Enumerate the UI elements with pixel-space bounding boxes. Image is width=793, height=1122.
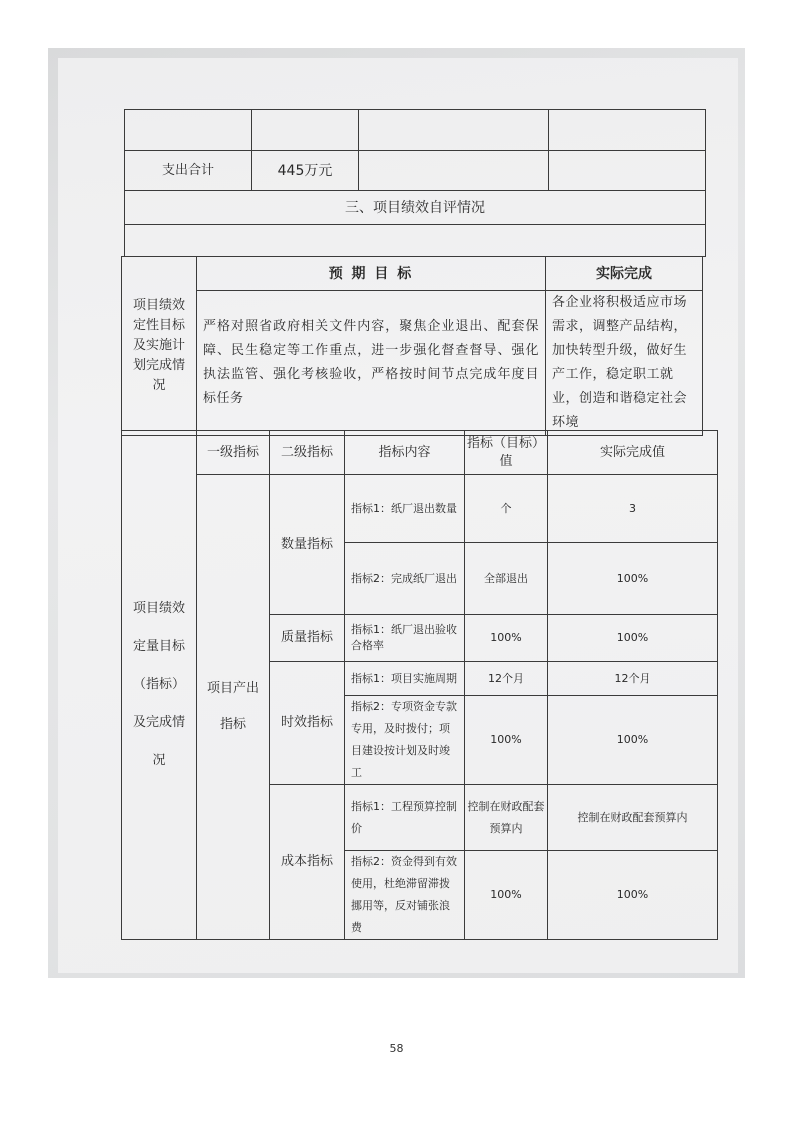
qualitative-header-row — [122, 257, 703, 291]
indicator-target: 100% — [465, 615, 548, 662]
quantitative-header-row — [122, 431, 718, 475]
indicator-target: 个 — [465, 475, 548, 543]
header-level2: 二级指标 — [270, 431, 345, 475]
empty-cell — [125, 110, 252, 151]
header-actual: 实际完成值 — [548, 431, 718, 475]
empty-cell — [549, 151, 706, 191]
actual-header: 实际完成 — [546, 257, 703, 291]
indicator-actual: 100% — [548, 696, 718, 785]
quantitative-row-label: 项目绩效定量目标（指标）及完成情况 — [122, 431, 197, 940]
qualitative-row-label: 项目绩效定性目标及实施计划完成情况 — [122, 257, 197, 436]
budget-empty-row — [125, 110, 706, 151]
empty-cell — [549, 110, 706, 151]
indicator-actual: 控制在财政配套预算内 — [548, 785, 718, 851]
table-row — [122, 475, 718, 543]
actual-text: 各企业将积极适应市场需求，调整产品结构，加快转型升级，做好生产工作，稳定职工就业，创造和谐稳定社会环境 — [546, 291, 703, 436]
timeliness-group: 时效指标 — [270, 662, 345, 785]
level1-value: 项目产出指标 — [197, 475, 270, 940]
section-title-row — [125, 191, 706, 225]
indicator-target: 控制在财政配套预算内 — [465, 785, 548, 851]
spacer-row — [125, 225, 706, 257]
empty-cell — [359, 151, 549, 191]
indicator-target: 12个月 — [465, 662, 548, 696]
header-target: 指标（目标）值 — [465, 431, 548, 475]
qualitative-content-row — [122, 291, 703, 436]
page-number: 58 — [389, 1042, 404, 1055]
indicator-actual: 100% — [548, 543, 718, 615]
indicator-content: 指标2：资金得到有效使用，杜绝滞留滞拨挪用等，反对铺张浪费 — [345, 851, 465, 940]
empty-cell — [252, 110, 359, 151]
cost-group: 成本指标 — [270, 785, 345, 940]
total-value: 445万元 — [252, 151, 359, 191]
indicator-content: 指标2：专项资金专款专用，及时拨付；项目建设按计划及时竣工 — [345, 696, 465, 785]
qualitative-table — [121, 256, 703, 436]
indicator-target: 100% — [465, 851, 548, 940]
quantitative-table — [121, 430, 718, 940]
expected-text: 严格对照省政府相关文件内容，聚焦企业退出、配套保障、民生稳定等工作重点，进一步强化督查督导、强化执法监管、强化考核验收，严格按时间节点完成年度目标任务 — [197, 291, 546, 436]
indicator-actual: 100% — [548, 615, 718, 662]
indicator-actual: 12个月 — [548, 662, 718, 696]
expected-header: 预 期 目 标 — [197, 257, 546, 291]
indicator-content: 指标2：完成纸厂退出 — [345, 543, 465, 615]
indicator-actual: 3 — [548, 475, 718, 543]
quantity-group: 数量指标 — [270, 475, 345, 615]
indicator-content: 指标1：项目实施周期 — [345, 662, 465, 696]
header-level1: 一级指标 — [197, 431, 270, 475]
indicator-target: 100% — [465, 696, 548, 785]
budget-table — [124, 109, 706, 257]
indicator-content: 指标1：纸厂退出数量 — [345, 475, 465, 543]
budget-total-row — [125, 151, 706, 191]
section-title: 三、项目绩效自评情况 — [125, 191, 706, 225]
indicator-actual: 100% — [548, 851, 718, 940]
indicator-content: 指标1：纸厂退出验收合格率 — [345, 615, 465, 662]
indicator-target: 全部退出 — [465, 543, 548, 615]
indicator-content: 指标1：工程预算控制价 — [345, 785, 465, 851]
quality-group: 质量指标 — [270, 615, 345, 662]
total-label: 支出合计 — [125, 151, 252, 191]
empty-cell — [359, 110, 549, 151]
empty-cell — [125, 225, 706, 257]
header-content: 指标内容 — [345, 431, 465, 475]
